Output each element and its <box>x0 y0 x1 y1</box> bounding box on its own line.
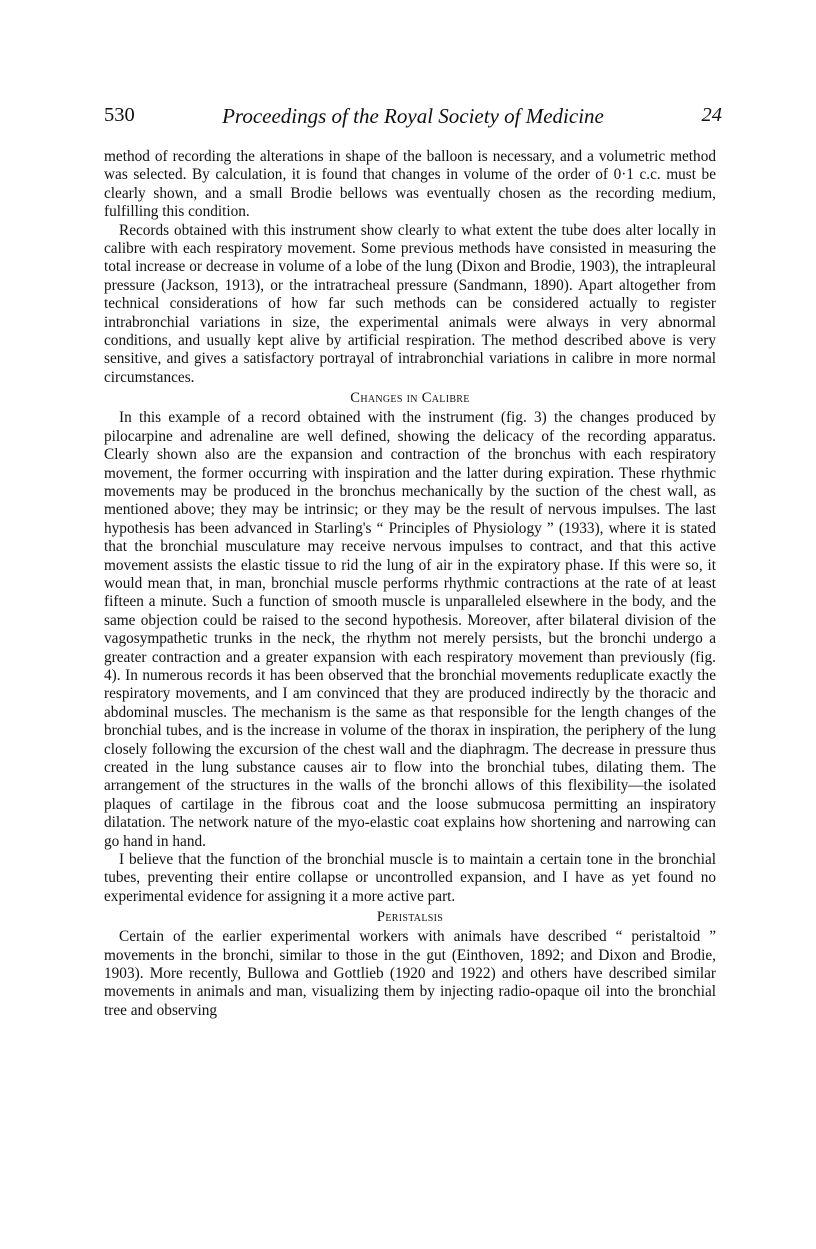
paragraph-continuation: method of recording the alterations in shape of the balloon is necessary, and a volumetric method was selected. By calculation, it is found that changes in volume of the order of 0·1 c.c. must be clearly shown, and a small Brodie bellows was eventually chosen as the recording medium, fulfilling this condition. <box>104 148 716 221</box>
paragraph-calibre-example: In this example of a record obtained with the instrument (fig. 3) the changes produced by pilocarpine and adrenaline are well defined, showing the delicacy of the recording apparatus. Clearly shown also are the expansion and contraction of the bronchus with each respiratory movement, the former occurring with inspiration and the latter during expiration. These rhythmic movements may be produced in the bronchus mechanically by the suction of the chest wall, as mentioned above; they may be intrinsic; or they may be the result of nervous impulses. The last hypothesis has been advanced in Starling's “ Principles of Physiology ” (1933), where it is stated that the bronchial musculature may receive nervous impulses to contract, and that this active movement assists the elastic tissue to rid the lung of air in the expiratory phase. If this were so, it would mean that, in man, bronchial muscle performs rhythmic contractions at the rate of at least fifteen a minute. Such a function of smooth muscle is unparalleled elsewhere in the body, and the same objection could be raised to the second hypothesis. Moreover, after bilateral division of the vagosympathetic trunks in the neck, the rhythm not merely persists, but the bronchi undergo a greater contraction and a greater expansion with each respiratory movement than previously (fig. 4). In numerous records it has been observed that the bronchial movements reduplicate exactly the respiratory movements, and I am convinced that they are produced indirectly by the thoracic and abdominal muscles. The mechanism is the same as that responsible for the length changes of the bronchial tubes, and is the increase in volume of the thorax in inspiration, the periphery of the lung closely following the excursion of the chest wall and the diaphragm. The decrease in pressure thus created in the lung substance causes air to flow into the bronchial tubes, dilating them. The arrangement of the structures in the walls of the bronchi allows of this flexibility—the isolated plaques of cartilage in the fibrous coat and the loose submucosa permitting an inspiratory dilatation. The network nature of the myo-elastic coat explains how shortening and narrowing can go hand in hand. <box>104 409 716 850</box>
paragraph-muscle-function: I believe that the function of the bronchial muscle is to maintain a certain tone in the bronchial tubes, preventing their entire collapse or uncontrolled expansion, and I have as yet found no experimental evidence for assigning it a more active part. <box>104 851 716 905</box>
paragraph-peristalsis: Certain of the earlier experimental workers with animals have described “ peristaltoid ” movements in the bronchi, similar to those in the gut (Einthoven, 1892; and Dixon and Brodie, 1903). More recently, Bullowa and Gottlieb (1920 and 1922) and others have described similar movements in animals and man, visualizing them by injecting radio-opaque oil into the bronchial tree and observing <box>104 928 716 1019</box>
running-head <box>104 104 722 130</box>
article-body <box>104 148 716 1020</box>
page-number: 530 <box>104 104 135 126</box>
heading-changes-in-calibre: Changes in Calibre <box>350 390 470 407</box>
heading-peristalsis: Peristalsis <box>376 909 444 926</box>
volume-number: 24 <box>701 104 722 126</box>
paragraph-records: Records obtained with this instrument show clearly to what extent the tube does alter locally in calibre with each respiratory movement. Some previous methods have consisted in measuring the total increase or decrease in volume of a lobe of the lung (Dixon and Brodie, 1903), the intrapleural pressure (Jackson, 1913), or the intratracheal pressure (Sandmann, 1890). Apart altogether from technical considerations of how far such methods can be considered actually to register intrabronchial variations in size, the experimental animals were always in very abnormal conditions, and usually kept alive by artificial respiration. The method described above is very sensitive, and gives a satisfactory portrayal of intrabronchial variations in calibre in more normal circumstances. <box>104 221 716 386</box>
journal-title: Proceedings of the Royal Society of Medicine <box>222 104 604 128</box>
